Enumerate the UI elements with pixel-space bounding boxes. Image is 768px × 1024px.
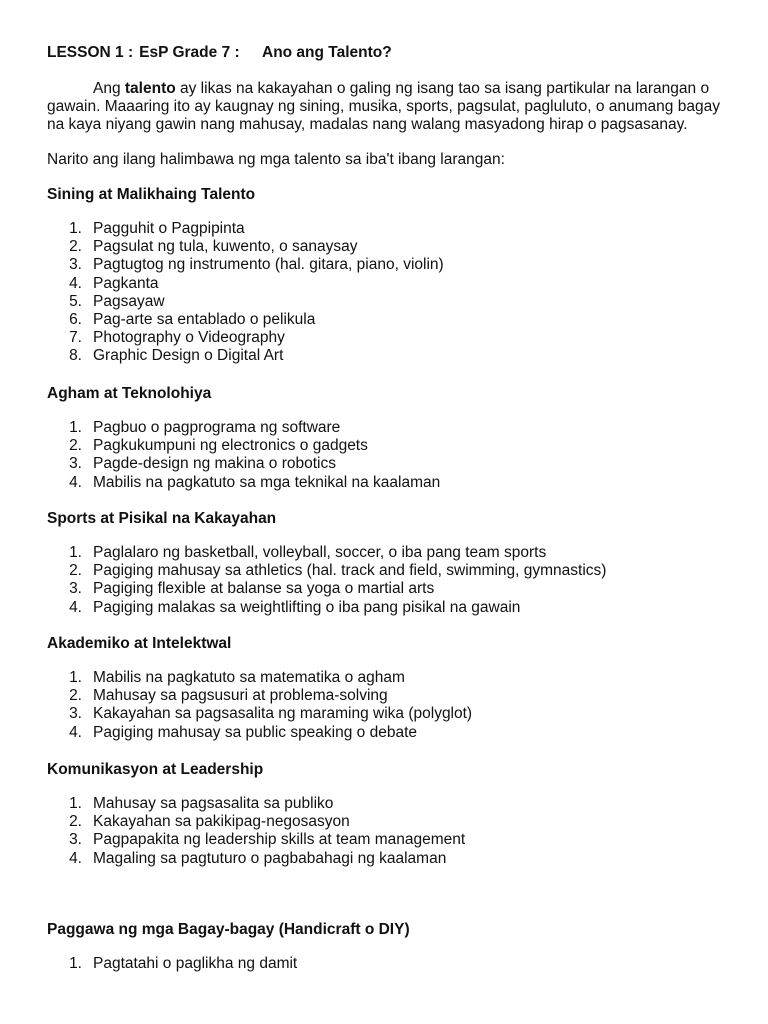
lesson-number: LESSON 1 : xyxy=(47,44,134,61)
list-item: 3. Pagpapakita ng leadership skills at team management xyxy=(69,831,466,849)
list-item: 4. Pagkanta xyxy=(69,274,159,292)
list-item: 2. Kakayahan sa pakikipag-negosasyon xyxy=(69,813,350,831)
list-item: 3. Pagtugtog ng instrumento (hal. gitara, piano, violin) xyxy=(69,256,444,274)
lesson-title xyxy=(47,44,392,62)
list-item: 1. Pagtatahi o paglikha ng damit xyxy=(69,955,298,972)
lead-sentence: Narito ang ilang halimbawa ng mga talento sa iba't ibang larangan: xyxy=(47,151,505,168)
section-list xyxy=(47,795,466,868)
intro-bold-word: talento xyxy=(124,80,176,97)
list-item: 2. Pagkukumpuni ng electronics o gadgets xyxy=(69,437,368,455)
section-list xyxy=(47,220,444,366)
list-item: 3. Kakayahan sa pagsasalita ng maraming wika (polyglot) xyxy=(69,705,473,723)
list-item: 4. Pagiging malakas sa weightlifting o iba pang pisikal na gawain xyxy=(69,598,521,616)
list-item: 8. Graphic Design o Digital Art xyxy=(69,347,284,365)
list-item: 3. Pagiging flexible at balanse sa yoga o martial arts xyxy=(69,580,435,598)
list-item: 2. Pagiging mahusay sa athletics (hal. track and field, swimming, gymnastics) xyxy=(69,562,607,580)
section-heading: Agham at Teknolohiya xyxy=(47,385,212,402)
intro-prefix: Ang xyxy=(93,80,125,97)
list-item: 5. Pagsayaw xyxy=(69,292,165,310)
lesson-topic: Ano ang Talento? xyxy=(262,44,392,61)
list-item: 2. Pagsulat ng tula, kuwento, o sanaysay xyxy=(69,238,358,256)
lesson-grade: EsP Grade 7 : xyxy=(139,44,240,61)
section-list xyxy=(47,955,298,973)
list-item: 1. Pagguhit o Pagpipinta xyxy=(69,220,245,237)
list-item: 4. Pagiging mahusay sa public speaking o debate xyxy=(69,723,418,741)
list-item: 1. Mabilis na pagkatuto sa matematika o agham xyxy=(69,669,405,686)
list-item: 2. Mahusay sa pagsusuri at problema-solving xyxy=(69,687,388,705)
section-list xyxy=(47,419,441,492)
list-item: 7. Photography o Videography xyxy=(69,329,285,347)
list-item: 6. Pag-arte sa entablado o pelikula xyxy=(69,310,316,328)
section-heading: Sining at Malikhaing Talento xyxy=(47,186,256,203)
intro-paragraph xyxy=(47,80,722,135)
section-list xyxy=(47,544,607,617)
list-item: 3. Pagde-design ng makina o robotics xyxy=(69,455,336,473)
list-item: 4. Magaling sa pagtuturo o pagbabahagi ng kaalaman xyxy=(69,849,447,867)
list-item: 1. Pagbuo o pagprograma ng software xyxy=(69,419,341,436)
section-heading: Paggawa ng mga Bagay-bagay (Handicraft o DIY) xyxy=(47,921,410,938)
section-heading: Akademiko at Intelektwal xyxy=(47,635,232,652)
section-heading: Sports at Pisikal na Kakayahan xyxy=(47,510,277,527)
section-list xyxy=(47,669,473,742)
list-item: 1. Mahusay sa pagsasalita sa publiko xyxy=(69,795,334,812)
list-item: 1. Paglalaro ng basketball, volleyball, soccer, o iba pang team sports xyxy=(69,544,547,561)
intro-rest: ay likas na kakayahan o galing ng isang tao sa isang partikular na larangan o gawain. Maaaring ito ay kaugnay ng sining, musika, sports, pagsulat, pagluluto, o anumang bagay na kaya niyang gawin nang mahusay, madalas nang walang masyadong hirap o pagsasanay. xyxy=(47,80,720,134)
list-item: 4. Mabilis na pagkatuto sa mga teknikal na kaalaman xyxy=(69,473,441,491)
section-heading: Komunikasyon at Leadership xyxy=(47,761,264,778)
